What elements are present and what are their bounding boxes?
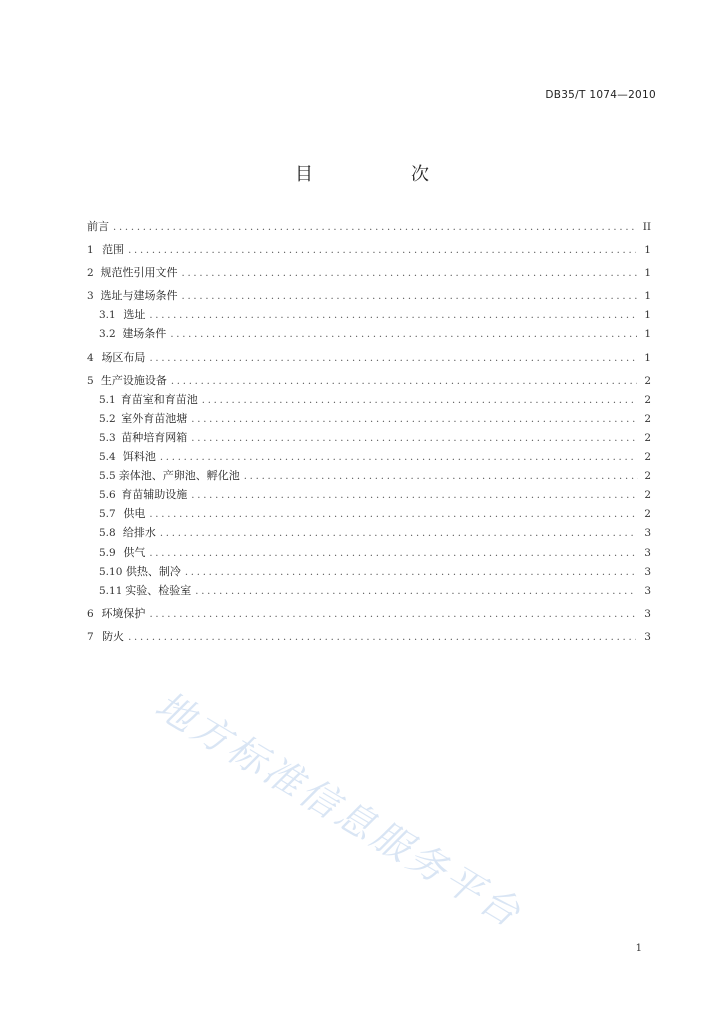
toc-entry[interactable] [87, 447, 651, 466]
toc-entry-label: 生产设施设备 [100, 373, 167, 387]
page-title: 目 次 [295, 164, 469, 185]
toc-entry[interactable] [87, 466, 651, 485]
toc-entry-label: 环境保护 [101, 606, 146, 620]
toc-entry-label: 供电 [123, 507, 146, 521]
dot-leader [182, 264, 638, 283]
toc-entry-label: 防火 [102, 629, 125, 643]
toc-entry[interactable] [87, 390, 651, 409]
toc-entry-page: 1 [644, 328, 652, 341]
dot-leader [182, 287, 638, 306]
dot-leader [195, 582, 637, 601]
toc-entry-page: 2 [644, 431, 651, 444]
toc-entry-label: 选址与建场条件 [100, 289, 178, 303]
toc-entry-page: II [642, 221, 651, 233]
toc-entry-label: 给排水 [122, 526, 156, 540]
toc-entry-number: 5.6 [99, 489, 116, 502]
toc-entry[interactable] [87, 428, 651, 447]
toc-entry-number: 4 [87, 351, 94, 364]
toc-entry-page: 1 [644, 267, 651, 280]
toc-entry-page: 3 [644, 527, 651, 540]
toc-entry[interactable] [87, 324, 651, 343]
toc-entry-label: 建场条件 [122, 327, 167, 341]
toc-entry-number: 5.10 [99, 565, 123, 578]
toc-entry[interactable] [87, 604, 651, 623]
toc-entry-label: 室外育苗池塘 [121, 411, 188, 425]
toc-entry-number: 2 [87, 267, 94, 280]
toc-entry[interactable] [87, 581, 651, 600]
dot-leader [149, 544, 636, 563]
toc-entry[interactable] [87, 543, 651, 562]
dot-leader [191, 486, 637, 505]
toc-entry-label: 场区布局 [101, 350, 146, 364]
table-of-contents [87, 217, 651, 646]
toc-entry-label: 供气 [123, 545, 146, 559]
toc-entry[interactable] [87, 348, 651, 367]
dot-leader [149, 349, 636, 368]
toc-entry-page: 3 [644, 546, 651, 559]
toc-entry-label: 前言 [87, 220, 109, 233]
toc-entry-page: 2 [644, 470, 651, 483]
dot-leader [160, 448, 637, 467]
toc-entry-page: 2 [644, 374, 651, 387]
toc-entry-page: 2 [644, 489, 651, 502]
document-code: DB35/T 1074—2010 [545, 89, 656, 101]
dot-leader [113, 218, 636, 237]
toc-entry-number: 5.4 [99, 451, 116, 464]
dot-leader [170, 325, 637, 344]
toc-entry-number: 5.2 [99, 412, 116, 425]
dot-leader [128, 241, 636, 260]
toc-entry-page: 3 [644, 607, 651, 620]
toc-entry-number: 6 [87, 607, 94, 620]
toc-entry-number: 1 [87, 244, 94, 257]
toc-entry[interactable] [87, 562, 651, 581]
watermark: 地方标准信息服务平台 [147, 682, 531, 937]
dot-leader [171, 372, 637, 391]
toc-entry[interactable] [87, 217, 651, 236]
toc-entry-label: 育苗室和育苗池 [120, 392, 198, 406]
toc-entry-page: 1 [644, 290, 651, 303]
toc-entry-page: 2 [644, 451, 651, 464]
toc-entry[interactable] [87, 409, 651, 428]
toc-entry-page: 2 [644, 393, 651, 406]
toc-entry-number: 5 [87, 374, 94, 387]
toc-entry[interactable] [87, 627, 651, 646]
toc-entry-page: 3 [644, 565, 651, 578]
dot-leader [202, 391, 638, 410]
toc-entry-label: 饵料池 [122, 450, 156, 464]
dot-leader [185, 563, 637, 582]
toc-entry-label: 规范性引用文件 [100, 266, 178, 280]
toc-entry-page: 2 [644, 412, 651, 425]
toc-entry-page: 1 [644, 351, 651, 364]
toc-entry-number: 5.11 [99, 584, 123, 597]
dot-leader [160, 524, 637, 543]
toc-entry-label: 选址 [123, 308, 146, 322]
toc-entry-page: 3 [644, 584, 652, 597]
toc-entry-number: 5.9 [99, 546, 116, 559]
toc-entry[interactable] [87, 240, 651, 259]
toc-entry-label: 育苗辅助设施 [121, 488, 188, 502]
toc-entry-number: 5.8 [99, 527, 116, 540]
toc-entry-number: 7 [87, 630, 94, 643]
toc-entry[interactable] [87, 485, 651, 504]
toc-entry-label: 苗种培育网箱 [121, 430, 188, 444]
toc-entry[interactable] [87, 263, 651, 282]
toc-entry[interactable] [87, 305, 651, 324]
toc-entry-page: 2 [644, 508, 651, 521]
toc-entry[interactable] [87, 286, 651, 305]
toc-entry-label: 实验、检验室 [125, 583, 192, 597]
toc-entry-page: 3 [644, 630, 651, 643]
toc-entry-label: 亲体池、产卵池、孵化池 [118, 469, 240, 483]
toc-entry-number: 5.3 [99, 431, 116, 444]
toc-entry-page: 1 [644, 309, 651, 322]
toc-entry-number: 3 [87, 290, 94, 303]
dot-leader [191, 429, 637, 448]
toc-entry-number: 3.1 [99, 309, 116, 322]
dot-leader [149, 605, 636, 624]
dot-leader [244, 467, 639, 486]
toc-entry-label: 供热、制冷 [125, 564, 181, 578]
toc-entry-label: 范围 [102, 243, 125, 257]
toc-entry-number: 5.7 [99, 508, 116, 521]
toc-entry[interactable] [87, 523, 651, 542]
dot-leader [191, 410, 637, 429]
dot-leader [128, 628, 636, 647]
dot-leader [149, 505, 636, 524]
toc-entry[interactable] [87, 371, 651, 390]
toc-entry-number: 5.1 [99, 393, 116, 406]
toc-entry[interactable] [87, 504, 651, 523]
toc-entry-page: 1 [644, 244, 651, 257]
toc-entry-number: 5.5 [99, 470, 116, 483]
dot-leader [149, 306, 636, 325]
page-number: 1 [635, 943, 642, 954]
toc-entry-number: 3.2 [99, 328, 116, 341]
